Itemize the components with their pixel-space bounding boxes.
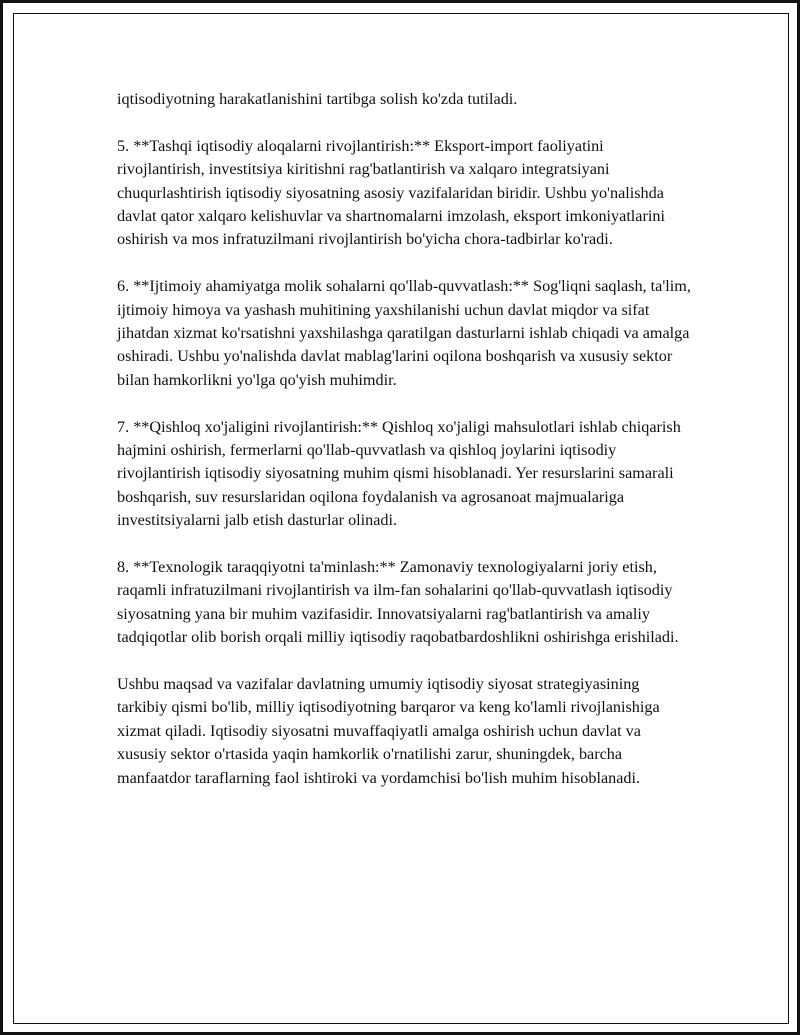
- paragraph-item-5: 5. **Tashqi iqtisodiy aloqalarni rivojlantirish:** Eksport-import faoliyatini rivojlantirish, investitsiya kiritishni rag'batlantirish va xalqaro integratsiyani chuqurlashtirish iqtisodiy siyosatning asosiy vazifalaridan biridir. Ushbu yo'nalishda davlat qator xalqaro kelishuvlar va shartnomalarni imzolash, eksport imkoniyatlarini oshirish va mos infratuzilmani rivojlantirish bo'yicha chora-tadbirlar ko'radi.: [117, 136, 665, 249]
- paragraph-continuation: iqtisodiyotning harakatlanishini tartibga solish ko'zda tutiladi.: [117, 90, 518, 108]
- paragraph-item-6: 6. **Ijtimoiy ahamiyatga molik sohalarni qo'llab-quvvatlash:** Sog'liqni saqlash, ta'lim, ijtimoiy himoya va yashash muhitining yaxshilanishi uchun davlat miqdor va sifat jihatdan xizmat ko'rsatishni yaxshilashga qaratilgan dasturlarni ishlab chiqadi va amalga oshiradi. Ushbu yo'nalishda davlat mablag'larini oqilona boshqarish va xususiy sektor bilan hamkorlikni yo'lga qo'yish muhimdir.: [117, 277, 691, 389]
- document-body: [117, 88, 692, 814]
- paragraph-item-8: 8. **Texnologik taraqqiyotni ta'minlash:** Zamonaviy texnologiyalarni joriy etish, raqamli infratuzilmani rivojlantirish va ilm-fan sohalarini qo'llab-quvvatlash iqtisodiy siyosatning yana bir muhim vazifasidir. Innovatsiyalarni rag'batlantirish va amaliy tadqiqotlar olib borish orqali milliy iqtisodiy raqobatbardoshlikni oshirishga erishiladi.: [117, 558, 679, 647]
- paragraph-item-7: 7. **Qishloq xo'jaligini rivojlantirish:** Qishloq xo'jaligi mahsulotlari ishlab chiqarish hajmini oshirish, fermerlarni qo'llab-quvvatlash va qishloq joylarini iqtisodiy rivojlantirish iqtisodiy siyosatning muhim qismi hisoblanadi. Yer resurslarini samarali boshqarish, suv resurslaridan oqilona foydalanish va agrosanoat majmualariga investitsiyalarni jalb etish dasturlar olinadi.: [117, 417, 681, 530]
- paragraph-conclusion: Ushbu maqsad va vazifalar davlatning umumiy iqtisodiy siyosat strategiyasining tarkibiy qismi bo'lib, milliy iqtisodiyotning barqaror va keng ko'lamli rivojlanishiga xizmat qiladi. Iqtisodiy siyosatni muvaffaqiyatli amalga oshirish uchun davlat va xususiy sektor o'rtasida yaqin hamkorlik o'rnatilishi zarur, shuningdek, barcha manfaatdor taraflarning faol ishtiroki va yordamchisi bo'lish muhim hisoblanadi.: [117, 675, 660, 787]
